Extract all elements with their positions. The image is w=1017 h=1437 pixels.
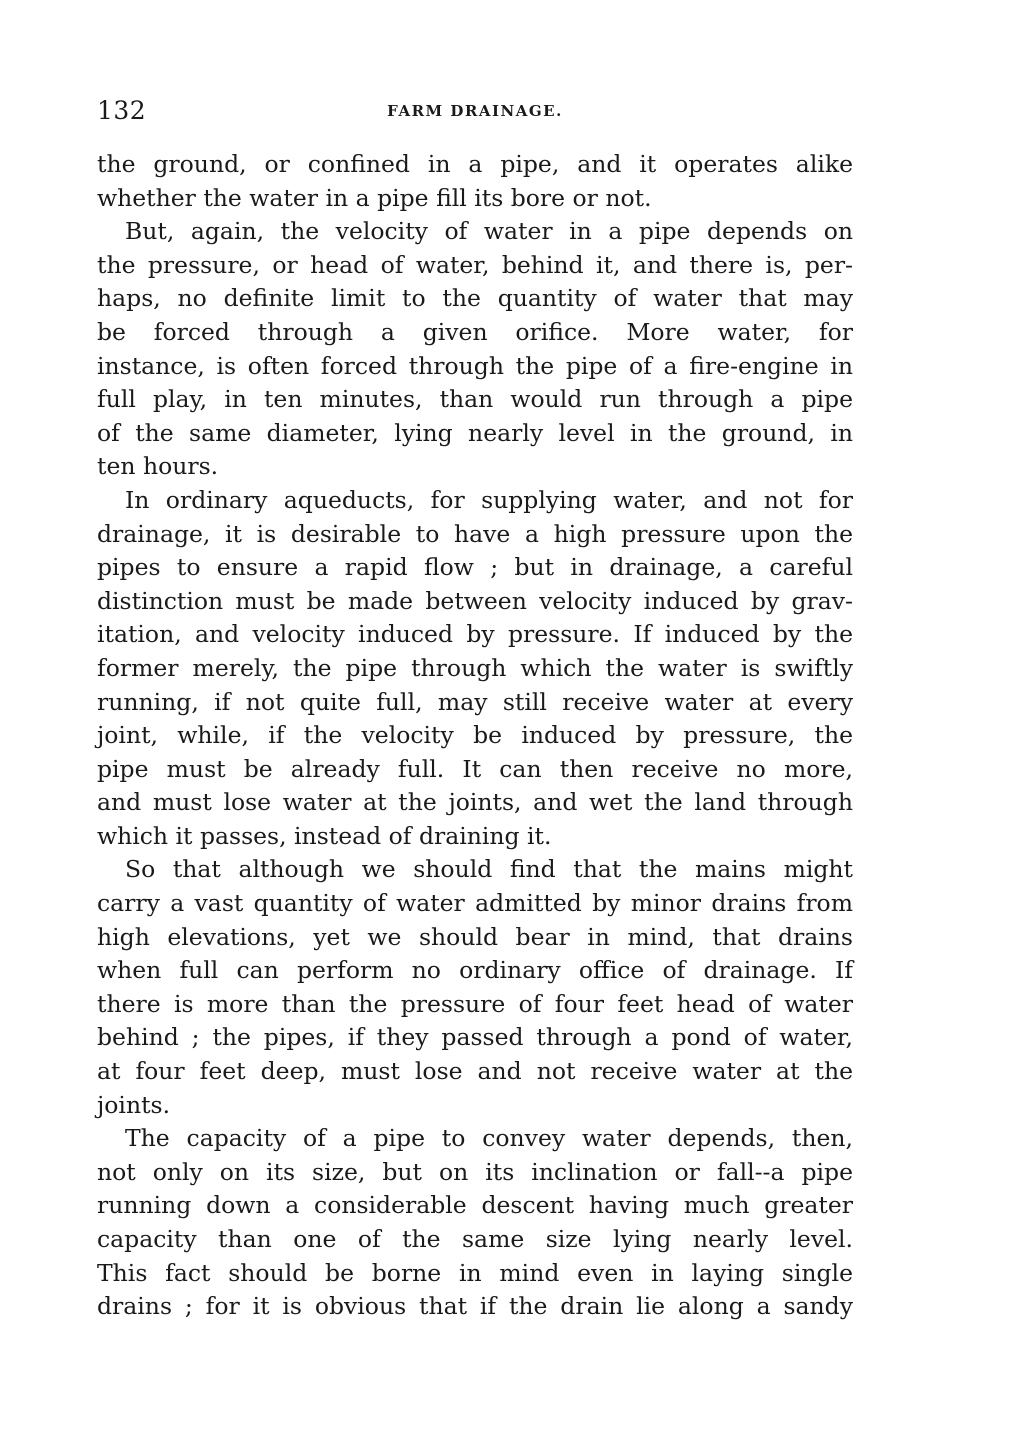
text-line: joints. — [97, 1090, 171, 1119]
text-line: But, again, the velocity of water in a pipe depends on — [125, 217, 853, 246]
running-title: FARM DRAINAGE. — [387, 102, 563, 120]
text-line: joint, while, if the velocity be induced by pressure, the — [97, 721, 853, 750]
text-line: capacity than one of the same size lying nearly level. — [97, 1225, 853, 1253]
text-line: running, if not quite full, may still receive water at every — [97, 687, 853, 716]
text-line: at four feet deep, must lose and not receive water at the — [97, 1057, 853, 1086]
text-line: This fact should be borne in mind even in laying single — [97, 1258, 853, 1287]
text-line: of the same diameter, lying nearly level in the ground, in — [97, 418, 853, 447]
text-line: instance, is often forced through the pipe of a fire-engine in — [97, 351, 853, 380]
text-line: pipes to ensure a rapid flow ; but in drainage, a careful — [97, 553, 853, 582]
text-line: and must lose water at the joints, and wet the land through — [97, 788, 853, 817]
text-line: full play, in ten minutes, than would run through a pipe — [97, 385, 853, 414]
text-line: former merely, the pipe through which the water is swiftly — [97, 653, 853, 682]
text-line: pipe must be already full. It can then receive no more, — [97, 754, 853, 783]
text-line: So that although we should find that the mains might — [125, 855, 853, 884]
text-line: not only on its size, but on its inclination or fall--a pipe — [97, 1157, 853, 1186]
text-line: which it passes, instead of draining it. — [97, 821, 552, 850]
text-line: when full can perform no ordinary office of drainage. If — [97, 956, 853, 985]
text-line: itation, and velocity induced by pressure. If induced by the — [97, 620, 853, 649]
paragraph — [97, 215, 853, 484]
text-line: behind ; the pipes, if they passed through a pond of water, — [97, 1023, 853, 1052]
text-line: The capacity of a pipe to convey water depends, then, — [125, 1124, 853, 1153]
text-line: ten hours. — [97, 452, 219, 481]
text-line: the ground, or confined in a pipe, and it operates alike — [97, 150, 853, 178]
text-line: In ordinary aqueducts, for supplying water, and not for — [125, 485, 853, 514]
paragraph — [97, 853, 853, 1122]
text-line: distinction must be made between velocity induced by grav- — [97, 586, 853, 615]
text-line: there is more than the pressure of four feet head of water — [97, 989, 853, 1018]
text-line: carry a vast quantity of water admitted by minor drains from — [97, 889, 853, 918]
page-header — [97, 96, 853, 126]
text-line: high elevations, yet we should bear in mind, that drains — [97, 922, 853, 951]
text-line: haps, no definite limit to the quantity of water that may — [97, 284, 853, 313]
book-page — [97, 96, 853, 1324]
paragraph — [97, 1122, 853, 1324]
text-line: the pressure, or head of water, behind it, and there is, per- — [97, 250, 853, 279]
page-number: 132 — [97, 96, 147, 125]
paragraph — [97, 148, 853, 215]
text-line: whether the water in a pipe fill its bore or not. — [97, 183, 652, 212]
paragraph — [97, 484, 853, 854]
text-line: drainage, it is desirable to have a high pressure upon the — [97, 519, 853, 548]
text-line: drains ; for it is obvious that if the drain lie along a sandy — [97, 1292, 853, 1321]
text-line: be forced through a given orifice. More water, for — [97, 317, 853, 346]
text-line: running down a considerable descent having much greater — [97, 1191, 853, 1220]
